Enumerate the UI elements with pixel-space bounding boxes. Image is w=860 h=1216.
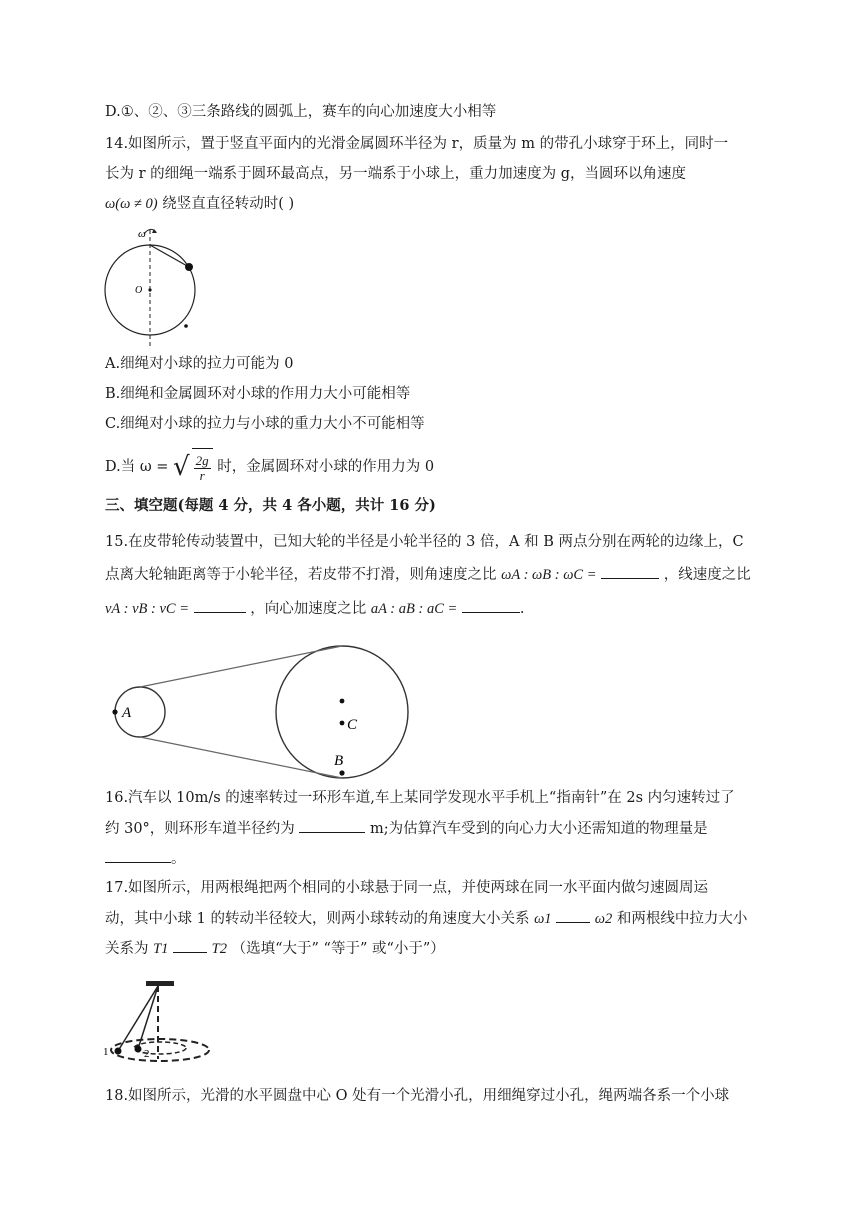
q16-stem-line1: 16.汽车以 10m/s 的速率转过一环形车道,车上某同学发现水平手机上“指南针”在 2s 内匀速转过了 [105,790,735,806]
fraction-denominator: r [199,467,205,483]
center-dot [148,288,151,291]
fraction-numerator: 2g [195,452,209,468]
ball-2-label: 2 [144,1048,150,1060]
belt-top [140,646,342,687]
answer-blank[interactable] [194,598,246,613]
label-b: B [334,753,344,769]
rope [150,245,189,267]
answer-blank[interactable] [462,598,520,613]
q17-figure-pendulums [100,975,220,1075]
q14-option-d [105,448,434,484]
q18-stem-line1: 18.如图所示，光滑的水平圆盘中心 O 处有一个光滑小孔，用细绳穿过小孔，绳两端各系一个小球 [105,1088,730,1104]
q14-stem-line3-text: 绕竖直直径转动时( ) [162,196,295,212]
ball-1-label: 1 [103,1046,109,1058]
string-1 [118,986,158,1051]
answer-blank[interactable] [556,908,590,923]
q14-option-c: C.细绳对小球的拉力与小球的重力大小不可能相等 [105,416,425,432]
answer-blank[interactable] [173,938,207,953]
q15-stem-line1: 15.在皮带轮传动装置中，已知大轮的半径是小轮半径的 3 倍，A 和 B 两点分别在两轮的边缘上，C [105,534,744,550]
q16-stem-line2: 约 30°，则环形车道半径约为 m;为估算汽车受到的向心力大小还需知道的物理量是 [105,818,708,839]
q14-option-d-suffix: 时，金属圆环对小球的作用力为 0 [217,459,435,475]
ball [185,263,193,271]
q14-stem-line1: 14.如图所示，置于竖直平面内的光滑金属圆环半径为 r，质量为 m 的带孔小球穿于环上，同时一 [105,136,729,152]
q17-stem-line3: 关系为 T1 T2 （选填“大于” “等于” 或“小于”） [105,938,445,959]
answer-blank[interactable] [601,564,659,579]
q14-stem-line2: 长为 r 的细绳一端系于圆环最高点，另一端系于小球上，重力加速度为 g，当圆环以角速度 [105,166,687,182]
q14-option-b: B.细绳和金属圆环对小球的作用力大小可能相等 [105,386,411,402]
section3-title: 三、填空题(每题 4 分，共 4 各小题，共计 16 分) [105,497,436,514]
large-wheel-axis [340,699,345,704]
q14-stem-line3 [105,194,294,214]
q16-stem-line3: 。 [105,848,186,869]
point-b [339,770,344,775]
point-c [340,721,345,726]
answer-blank[interactable] [299,818,365,833]
q17-stem-line1: 17.如图所示，用两根绳把两个相同的小球悬于同一点，并使两球在同一水平面内做匀速圆周运 [105,880,709,896]
center-label: O [135,285,143,296]
omega-label: ω [138,228,146,240]
orbit-2 [134,1042,186,1054]
ceiling-bar [146,981,174,986]
angular-velocity-ratio: ωA : ωB : ωC = [501,567,597,583]
sqrt-icon: √ [173,452,190,482]
label-c: C [347,717,358,733]
label-a: A [122,705,132,721]
stray-dot [184,324,188,328]
q15-figure-pulley [110,625,430,775]
linear-velocity-ratio: vA : vB : vC = [105,601,189,617]
belt-bottom [140,737,342,778]
q13-option-d: D.①、②、③三条路线的圆弧上，赛车的向心加速度大小相等 [105,104,497,120]
q14-option-d-prefix: D.当 ω = [105,459,169,475]
answer-blank[interactable] [105,848,171,863]
ball-1 [115,1048,122,1055]
point-a [112,709,117,714]
q15-stem-line2: 点离大轮轴距离等于小轮半径，若皮带不打滑，则角速度之比 ωA : ωB : ωC = ，线速度之比 [105,564,751,585]
ball-2 [135,1046,142,1053]
centripetal-acceleration-ratio: aA : aB : aC = [370,601,458,617]
q14-figure-ring [100,222,220,352]
q14-omega-condition: ω(ω ≠ 0) [105,196,158,212]
q15-stem-line3: vA : vB : vC = ，向心加速度之比 aA : aB : aC = . [105,598,525,619]
q14-option-a: A.细绳对小球的拉力可能为 0 [105,356,294,372]
q17-stem-line2: 动，其中小球 1 的转动半径较大，则两小球转动的角速度大小关系 ω1 ω2 和两根线中拉力大小 [105,908,747,929]
